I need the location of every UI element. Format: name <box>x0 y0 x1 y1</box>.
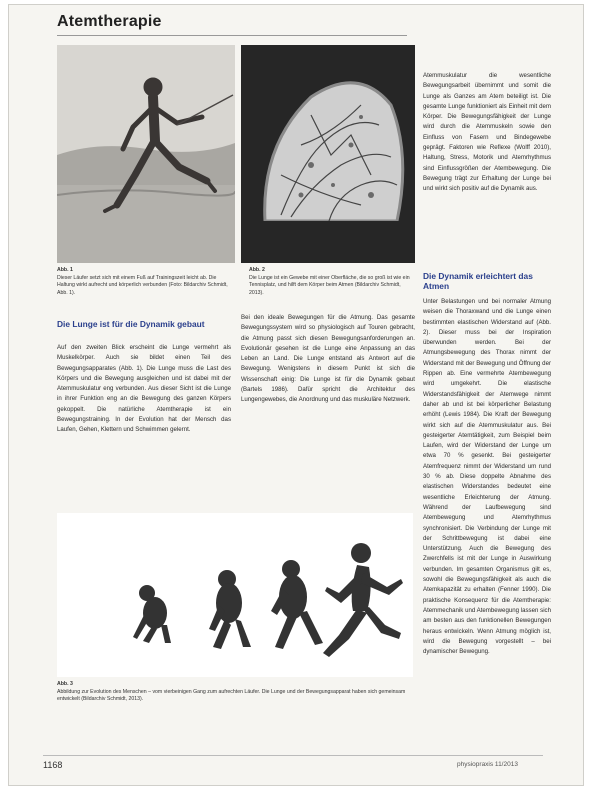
lung-tissue-illustration <box>241 45 415 263</box>
figure-3-caption-text: Abbildung zur Evolution des Menschen – vom vierbeinigen Gang zum aufrechten Läufer. Die Lunge und der Bewegungsapparat haben sich gemeinsam entwickelt (Bildarchiv Schmidt, 2013). <box>57 688 406 703</box>
section-2-body: Unter Belastungen und bei normaler Atmung weisen die Thoraxwand und die Lunge einen bestimmten elastischen Widerstand auf (Abb. 2). Dieser muss bei der Inspiration überwunden werden. Bei der Atmungsbewegung des Thorax nimmt der Widerstand mit der Bewegung und Öffnung der Rippen ab. Eine vermehrte Atembewegung wird umgekehrt. Die elastische Widerstandsfähigkeit der Atemwege nimmt daher ab und ist bei körperlicher Belastung erhöht (Lewis 1984). Die Kraft der Bewegung wirkt sich auf die Atemmuskulatur aus. Bei gesteigerter Atemtätigkeit, zum Beispiel beim Laufen, wird der Widerstand der Lunge um etwa 70 % gesenkt. Bei gesteigerter Atemfrequenz nimmt der Widerstand um rund 30 % ab. Diese doppelte Abnahme des elastischen Widerstandes bedeutet eine wesentliche Erleichterung der Atmung. Während der Laufbewegung sind Atembewegung und Atemrhythmus synchronisiert. Die Verbindung der Lunge mit der Schrittbewegung ist dabei eine Unterstützung. Auch die Bewegung des Zwerchfells ist mit der Lunge in Auswirkung verbunden. Im gesamten Organismus gilt es, sowohl die Bewegungsfähigkeit als auch die Atemkapazität zu erhalten (Fenner 1990). Die praktische Konsequenz für die Atemtherapie: Atemmechanik und Atembewegung lassen sich am besten aus den funktionellen Bewegungen heraus entwickeln. Wenn Atmung möglich ist, wird die Bewegung vorgestellt – bei dynamischer Bewegung. <box>423 298 551 656</box>
runner-illustration <box>57 45 235 263</box>
evolution-silhouettes <box>57 513 413 677</box>
figure-1-caption-text: Dieser Läufer setzt sich mit einem Fuß auf Trainingszeit leicht ab. Die Haltung wirkt aufrecht und körperlich verbunden (Foto: Bildarchiv Schmidt, Abb. 1). <box>57 274 228 296</box>
figure-2-label: Abb. 2 <box>249 267 265 273</box>
figure-1-label: Abb. 1 <box>57 267 73 273</box>
figure-3-caption <box>57 681 413 719</box>
page-number: 1168 <box>43 760 63 770</box>
figure-evolution-illustration <box>57 513 413 677</box>
page-header-title: Atemtherapie <box>57 13 162 30</box>
figure-lung-illustration <box>241 45 415 263</box>
section-1-column-1: Auf den zweiten Blick erscheint die Lunge vermehrt als Muskelkörper. Auch sie bildet einen Teil des Bewegungsapparates (Abb. 1). Die Lunge muss die Last des Körpers und die Bewegung ausgleichen und ist dabei mit der Atemmuskulatur eng verbunden. Aus dieser Sicht ist die Lunge in ihrer Funktion eng an die Bewegung des ganzen Körpers gekoppelt. Die natürliche Atemtherapie ist ein Bewegungstraining. In der Evolution hat der Mensch das Laufen, Gehen, Klettern und Schwimmen gelernt. <box>57 344 231 434</box>
figure-2-caption-text: Die Lunge ist ein Gewebe mit einer Oberfläche, die so groß ist wie ein Tennisplatz, und hilft dem Körper beim Atmen (Bildarchiv Schmidt, 2013). <box>249 274 410 296</box>
figure-1-caption <box>57 267 235 299</box>
section-1-column-2: Bei den ideale Bewegungen für die Atmung. Das gesamte Bewegungssystem wird so physiologisch auf Touren gebracht, die Atmung passt sich diesen Bewegungsanforderungen an. Evolutionär gesehen ist die Lunge eine Anpassung an das Leben an Land. Die Lunge entstand als Antwort auf die Bewegung. Wenigstens in diesem Punkt ist sich die Wissenschaft einig: Die Lunge ist für die Dynamik gebaut (Bartels 1986). Dafür spricht die Architektur des Lungengewebes, die Anordnung und das muskuläre Netzwerk. <box>241 314 415 404</box>
magazine-page <box>8 4 584 786</box>
section-2-heading: Die Dynamik erleichtert das Atmen <box>423 271 533 291</box>
figure-3-label: Abb. 3 <box>57 681 73 687</box>
figure-runner-photo <box>57 45 235 263</box>
figure-2-caption <box>249 267 415 299</box>
section-1-heading: Die Lunge ist für die Dynamik gebaut <box>57 319 205 329</box>
magazine-footer: physiopraxis 11/2013 <box>457 761 518 768</box>
footer-rule <box>43 755 543 756</box>
header-rule <box>57 35 407 36</box>
column-3-top-text: Atemmuskulatur die wesentliche Bewegungsarbeit übernimmt und somit die Lunge als Ganzes am Atem beteiligt ist. Die gesamte Lunge funktioniert als Einheit mit dem Körper. Die Bewegungsfähigkeit der Lunge wird durch die Atemmuskeln sowie den Einfluss von Fasern und Bindegewebe geprägt. Faktoren wie Reflexe (Wolff 2010), Haltung, Stress, Motorik und Atemrhythmus sind Einflussgrößen der Atembewegung. Die Bewegung trägt zur Erhaltung der Lunge bei und wirkt sich positiv auf die Dynamik aus. <box>423 72 551 193</box>
